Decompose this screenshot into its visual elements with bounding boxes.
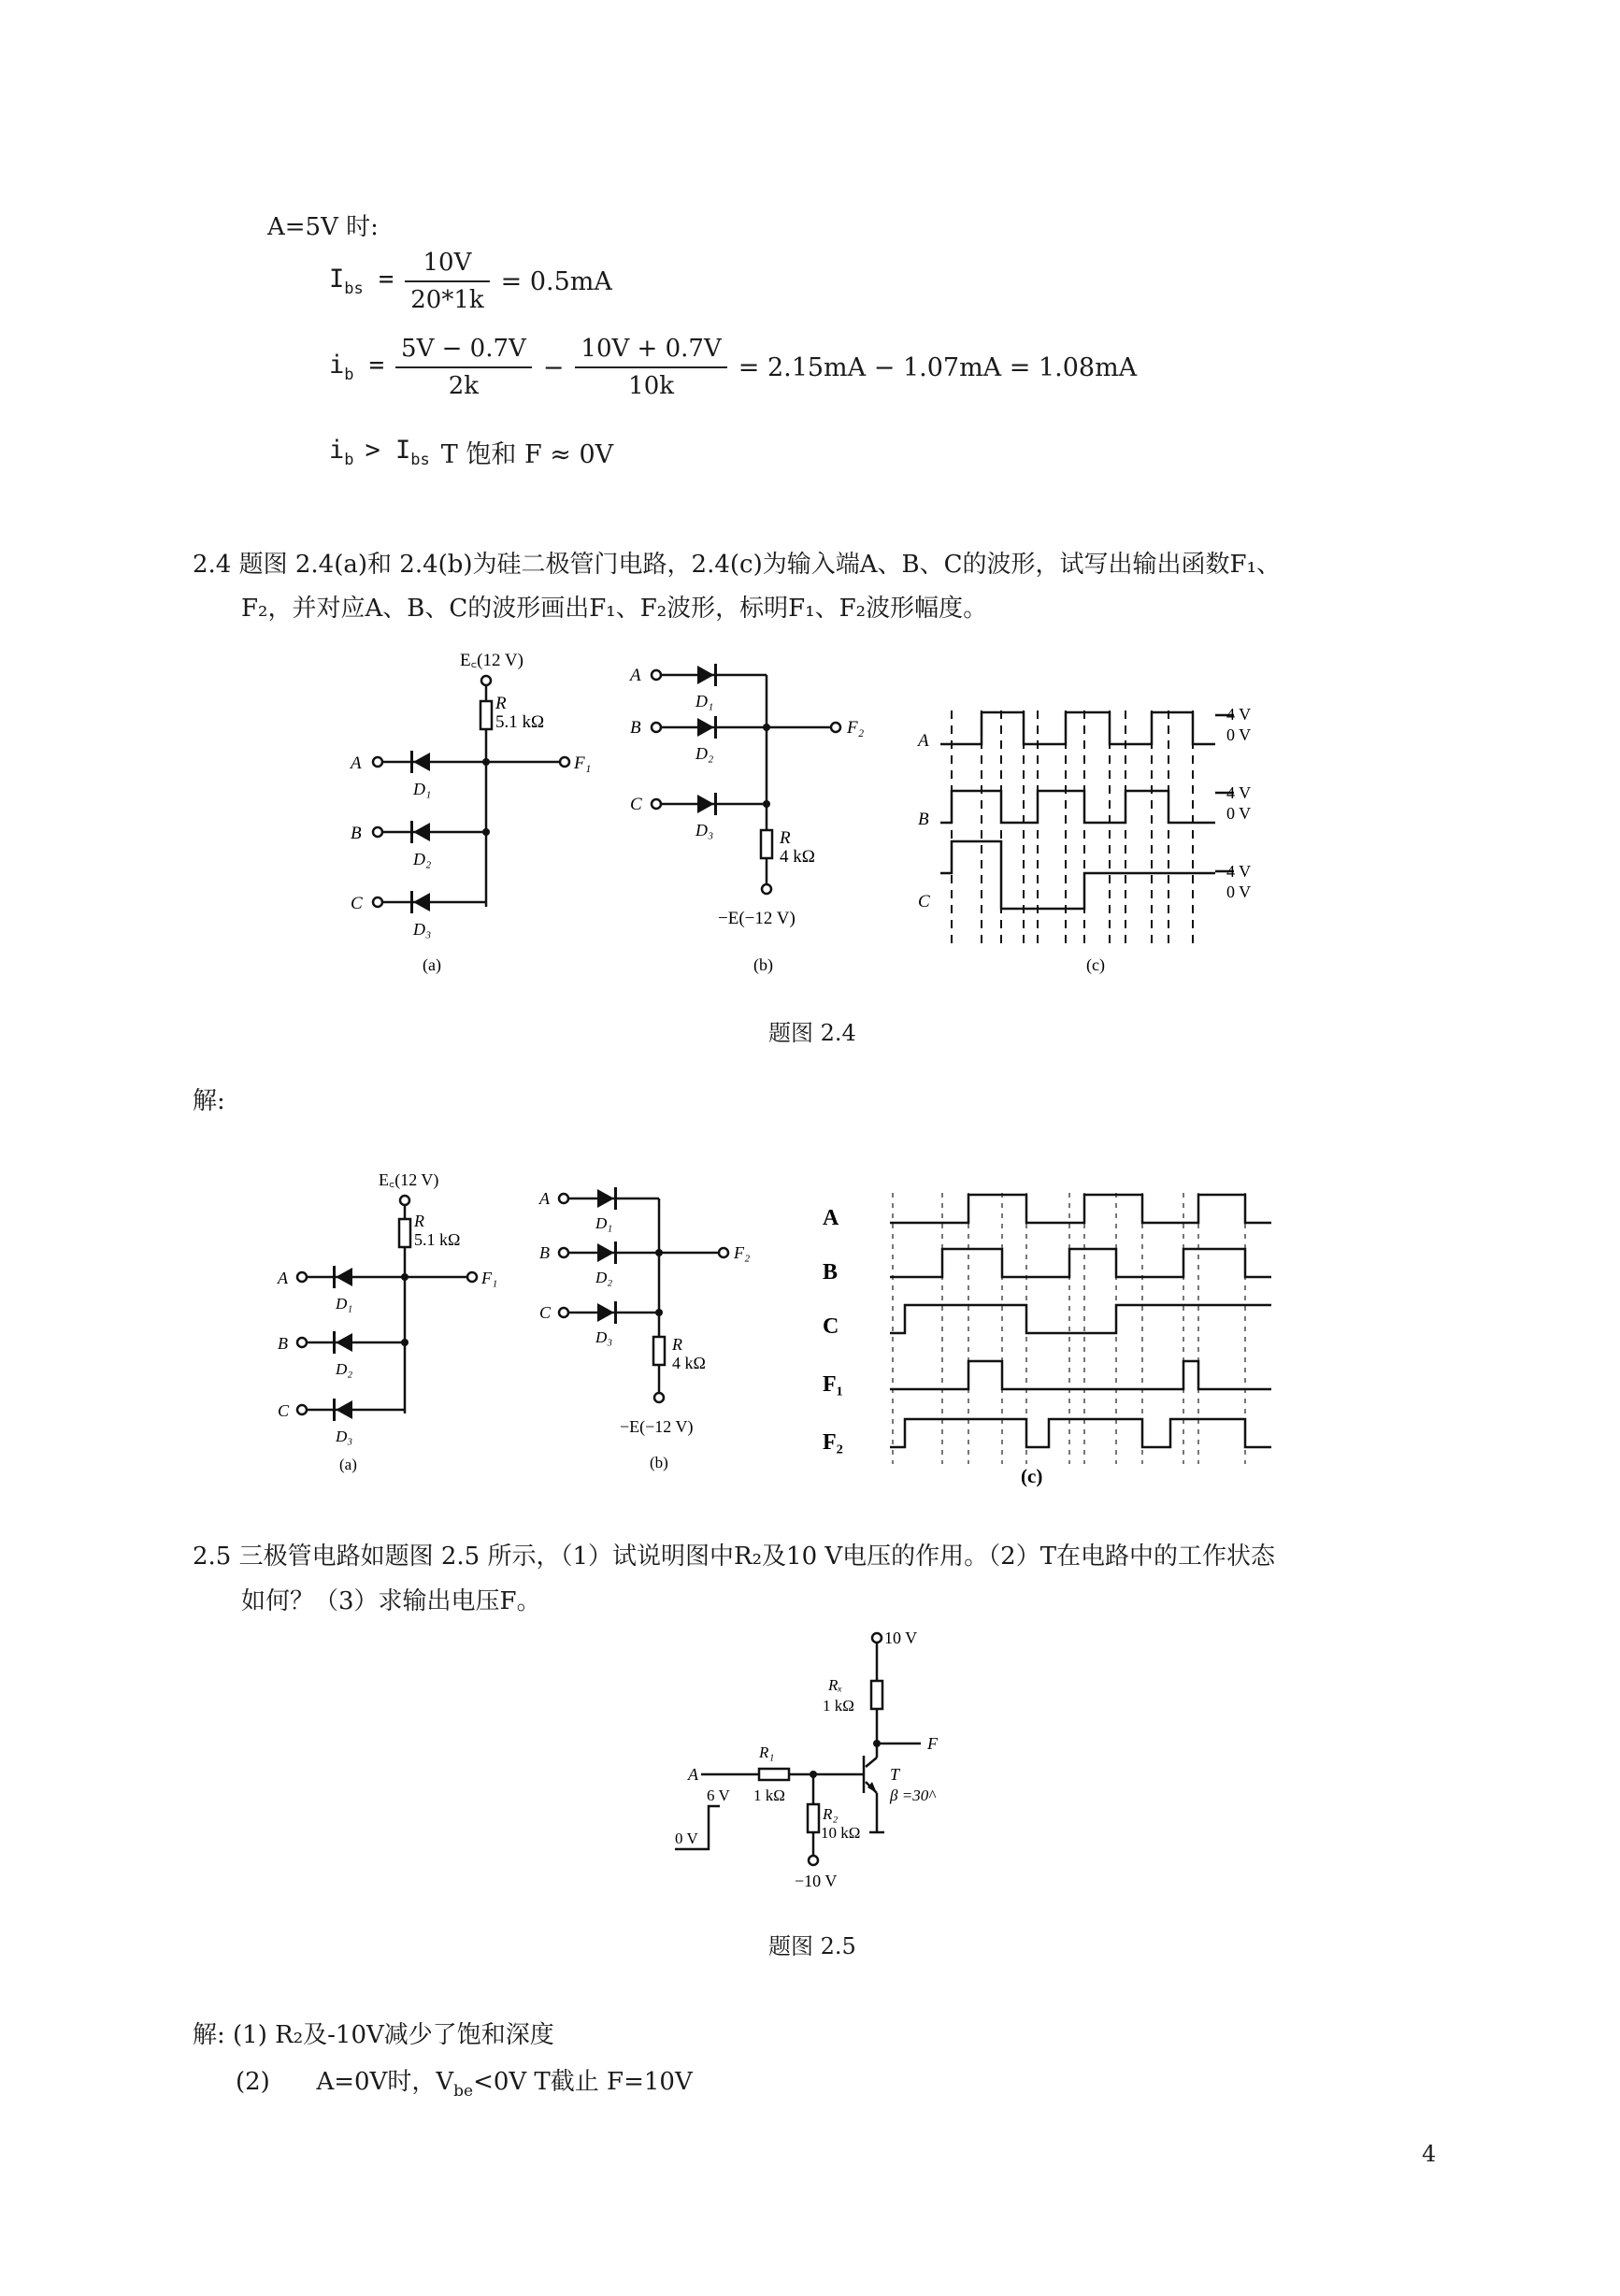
- fig25-caption: 题图 2.5: [768, 1933, 856, 1959]
- sol-wave-label-f2: F₂: [823, 1430, 843, 1455]
- fig25-pulse-hi: 6 V: [707, 1787, 730, 1804]
- fig24b-sub: (b): [753, 955, 773, 974]
- fig25-rcval: 1 kΩ: [823, 1697, 854, 1715]
- p25-line2: 如何？（3）求输出电压F。: [241, 1587, 541, 1615]
- fig24c-a-lo: 0 V: [1226, 725, 1252, 744]
- p25-line1: 2.5 三极管电路如题图 2.5 所示，（1）试说明图中R₂及10 V电压的作用。（2）T在电路中的工作状态: [193, 1543, 1276, 1571]
- ib-result: = 2.15mA − 1.07mA = 1.08mA: [738, 352, 1138, 382]
- fig25-pulse-lo: 0 V: [675, 1830, 698, 1847]
- ibs-result: = 0.5mA: [500, 266, 612, 296]
- sol-wave-label-b: B: [823, 1260, 839, 1284]
- fig24c-b-hi: 4 V: [1226, 783, 1252, 802]
- sol-wave-sub: (c): [1021, 1465, 1043, 1487]
- sol-b-rval: 4 kΩ: [672, 1354, 706, 1372]
- sol-b-in-b: B: [539, 1243, 550, 1262]
- fig24-waveforms-c: [907, 692, 1271, 982]
- sol-waveforms: [804, 1185, 1290, 1494]
- sol-a-in-b: B: [278, 1334, 288, 1353]
- fig24c-label-b: B: [918, 810, 929, 829]
- fig25-vcc: 10 V: [884, 1629, 918, 1647]
- fig24a-d2: D₂: [413, 850, 432, 868]
- ib-compare: $i_b$ > $I_{bs}$ T 饱和 F ≈ 0V: [329, 435, 614, 469]
- ib-minus: −: [542, 352, 565, 382]
- sol-b-d1: D₁: [595, 1214, 613, 1232]
- ib-lhs: $i_b$ =: [329, 351, 385, 384]
- fig24a-out: F₁: [574, 753, 592, 773]
- fig24a-in-c: C: [351, 894, 363, 913]
- fig24c-label-a: A: [918, 731, 929, 751]
- sol-a-out: F₁: [481, 1269, 498, 1287]
- answer25-line1: 解: (1) R₂及-10V减少了饱和深度: [193, 2021, 554, 2049]
- p24-answer-label: 解:: [193, 1087, 225, 1115]
- fig25-vee: −10 V: [795, 1872, 838, 1890]
- fig24b-rval: 4 kΩ: [780, 847, 815, 867]
- fig25-r1val: 1 kΩ: [753, 1787, 785, 1804]
- fig24c-label-c: C: [918, 892, 930, 911]
- fig24a-in-a: A: [351, 753, 362, 773]
- page-number: 4: [1422, 2141, 1437, 2167]
- fig25-rc: Rₓ: [828, 1676, 843, 1694]
- ib-fraction-2: $\frac{10V + 0.7V}{10k}$: [575, 335, 726, 400]
- sol-circuit-b: [528, 1167, 776, 1475]
- fig24c-b-lo: 0 V: [1226, 804, 1252, 823]
- sol-a-in-a: A: [278, 1269, 288, 1287]
- sol-a-in-c: C: [278, 1401, 290, 1420]
- fig24c-c-hi: 4 V: [1226, 862, 1252, 881]
- sol-a-sub: (a): [339, 1456, 357, 1473]
- fig25-t: T: [890, 1765, 900, 1784]
- ib-compare-text: T 饱和 F ≈ 0V: [440, 440, 614, 469]
- sol-b-r: R: [672, 1335, 682, 1354]
- fig24-caption: 题图 2.4: [768, 1020, 856, 1046]
- fig24a-sub: (a): [423, 955, 441, 974]
- ibs-fraction: $\frac{10V}{20*1k}$: [405, 249, 489, 314]
- fig25-beta: β =30^: [890, 1787, 936, 1804]
- fig24b-d3: D₃: [695, 821, 714, 839]
- sol-b-sub: (b): [650, 1454, 668, 1471]
- fig24b-e: −E(−12 V): [718, 909, 796, 928]
- fig24b-in-b: B: [630, 718, 641, 738]
- fig25-r2val: 10 kΩ: [821, 1824, 861, 1842]
- ibs-lhs: $I_{bs}$ =: [329, 265, 394, 298]
- a5-heading: A=5V 时:: [267, 213, 379, 241]
- sol-b-e: −E(−12 V): [620, 1417, 694, 1436]
- sol-wave-label-c: C: [823, 1314, 839, 1339]
- fig25-in: A: [688, 1765, 698, 1784]
- sol-a-d2: D₂: [336, 1360, 353, 1378]
- p24-line1: 2.4 题图 2.4(a)和 2.4(b)为硅二极管门电路，2.4(c)为输入端A、B、C的波形，试写出输出函数F₁、: [193, 551, 1281, 579]
- fig25-r2: R₂: [823, 1805, 839, 1823]
- sol-wave-label-f1: F₁: [823, 1372, 843, 1397]
- fig24c-c-lo: 0 V: [1226, 883, 1252, 901]
- sol-b-in-a: A: [539, 1189, 550, 1208]
- fig25-out: F: [927, 1734, 938, 1753]
- sol-a-r: R: [414, 1212, 424, 1230]
- sol-b-d3: D₃: [595, 1328, 613, 1346]
- fig24c-sub: (c): [1086, 955, 1105, 974]
- ib-equation: [329, 335, 1137, 400]
- p24-line2: F₂，并对应A、B、C的波形画出F₁、F₂波形，标明F₁、F₂波形幅度。: [241, 595, 988, 623]
- fig24a-d3: D₃: [413, 920, 432, 939]
- ibs-equation: [329, 249, 612, 314]
- sol-b-d2: D₂: [595, 1269, 613, 1286]
- fig24b-r: R: [780, 828, 791, 848]
- fig24b-d2: D₂: [695, 744, 714, 763]
- sol-b-in-c: C: [539, 1303, 552, 1322]
- fig24b-out: F₂: [847, 718, 865, 738]
- ib-fraction-1: $\frac{5V - 0.7V}{2k}$: [395, 335, 532, 400]
- sol-a-rval: 5.1 kΩ: [414, 1230, 461, 1249]
- fig24b-in-a: A: [630, 666, 641, 685]
- fig24b-d1: D₁: [695, 692, 714, 710]
- sol-wave-label-a: A: [823, 1206, 839, 1230]
- fig24a-r: R: [495, 694, 507, 713]
- sol-a-ec: E꜀(12 V): [379, 1170, 439, 1189]
- fig24b-in-c: C: [630, 795, 642, 814]
- fig25-r1: R₁: [759, 1744, 775, 1761]
- sol-circuit-a: [274, 1167, 523, 1477]
- sol-b-out: F₂: [734, 1243, 751, 1262]
- answer25-line2: (2) A=0V时，$V_{be}<0V$ T截止 F=10V: [236, 2068, 693, 2101]
- sol-a-d1: D₁: [336, 1295, 353, 1313]
- fig24c-a-hi: 4 V: [1226, 705, 1252, 724]
- sol-a-d3: D₃: [336, 1428, 353, 1445]
- fig24-circuit-b: [617, 645, 888, 982]
- fig24a-in-b: B: [351, 824, 362, 843]
- fig24a-rval: 5.1 kΩ: [495, 712, 545, 732]
- fig24a-ec: E꜀(12 V): [460, 651, 523, 670]
- fig25-circuit: [654, 1627, 991, 1916]
- fig24a-d1: D₁: [413, 780, 432, 798]
- fig24-circuit-a: [337, 645, 598, 982]
